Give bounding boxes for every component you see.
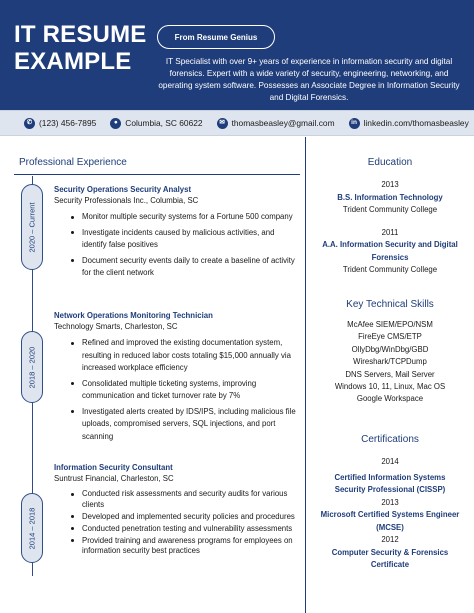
education-1-degree: B.S. Information Technology <box>337 192 443 202</box>
job-2-bullet: Refined and improved the existing documentation system, resulting in reduced labor costs totaling $15,000 annually via increased workplace efficiency <box>54 337 300 375</box>
contact-linkedin[interactable] <box>349 118 469 129</box>
certification-2-year: 2013 <box>381 497 399 507</box>
job-2-dates: 2018 – 2020 <box>27 346 37 388</box>
contact-bar <box>0 110 474 136</box>
education-1-school: Trident Community College <box>342 205 438 214</box>
skill-item: DNS Servers, Mail Server <box>345 369 435 379</box>
certification-1-name: Certified Information Systems Security Professional (CISSP) <box>334 472 446 494</box>
job-3-title: Information Security Consultant <box>54 463 173 472</box>
phone-icon: ✆ <box>24 118 35 129</box>
contact-email[interactable] <box>217 118 335 129</box>
job-entry-3 <box>54 462 300 558</box>
job-3-company: Suntrust Financial, Charleston, SC <box>54 474 174 483</box>
resume-title <box>14 21 154 75</box>
job-1-bullet: Investigate incidents caused by malicious activities, and identify false positives <box>54 227 300 252</box>
contact-phone[interactable] <box>24 118 96 129</box>
job-3-bullet: Provided training and awareness programs for employees on information security best practices <box>54 536 300 557</box>
skill-item: FireEye CMS/ETP <box>358 332 422 342</box>
skill-item: OllyDbg/WinDbg/GBD <box>351 344 429 354</box>
skill-item: McAfee SIEM/EPO/NSM <box>347 320 433 329</box>
education-section-title: Education <box>367 157 413 168</box>
job-1-bullet: Document security events daily to create a baseline of activity for the client network <box>54 255 300 280</box>
source-button[interactable]: From Resume Genius <box>157 25 275 49</box>
certifications-section <box>306 434 474 572</box>
skill-item: Wireshark/TCPDump <box>353 357 427 367</box>
job-1-title: Security Operations Security Analyst <box>54 185 192 194</box>
job-1-bullets <box>54 211 300 280</box>
job-3-bullet: Developed and implemented security policies and procedures <box>54 512 300 523</box>
job-3-bullet: Conducted penetration testing and vulnerability assessments <box>54 524 300 535</box>
certification-3-year: 2012 <box>381 535 399 544</box>
certification-1-year: 2014 <box>381 457 399 466</box>
experience-section-title: Professional Experience <box>19 157 127 168</box>
education-2-degree: A.A. Information Security and Digital Forensics <box>322 240 458 262</box>
professional-summary: IT Specialist with over 9+ years of experience in information security and digital forensics. Expert with a wide variety of security, engineering, networking, and operating system software. Possesses an Associate Degree in Information Security and Digital Forensics. <box>158 57 460 102</box>
date-pill-job-3 <box>21 493 43 563</box>
job-3-bullets <box>54 489 300 557</box>
education-section <box>306 157 474 277</box>
job-3-dates: 2014 – 2018 <box>27 507 37 549</box>
linkedin-icon: in <box>349 118 360 129</box>
job-2-title: Network Operations Monitoring Technician <box>54 311 213 320</box>
title-line-2: EXAMPLE <box>14 48 132 75</box>
linkedin-text: linkedin.com/thomasbeasley <box>363 118 469 128</box>
email-text: thomasbeasley@gmail.com <box>231 118 335 128</box>
education-1-year: 2013 <box>381 180 399 189</box>
phone-text: (123) 456-7895 <box>39 118 97 128</box>
skill-item: Google Workspace <box>356 394 424 404</box>
skills-section-title: Key Technical Skills <box>346 299 434 310</box>
job-1-bullet: Monitor multiple security systems for a Fortune 500 company <box>54 211 300 224</box>
certification-3-name: Computer Security & Forensics Certificate <box>331 547 449 569</box>
job-2-bullets <box>54 337 300 443</box>
date-pill-job-2 <box>21 331 43 403</box>
experience-section-rule <box>14 174 300 175</box>
job-2-bullet: Investigated alerts created by IDS/IPS, including malicious file uploads, compromised servers, SQL injections, and port scanning <box>54 406 300 444</box>
job-entry-2 <box>54 310 300 446</box>
education-2-year: 2011 <box>381 227 399 237</box>
skill-item: Windows 10, 11, Linux, Mac OS <box>334 382 446 392</box>
job-entry-1 <box>54 184 300 283</box>
contact-location <box>110 118 202 129</box>
education-2-school: Trident Community College <box>342 265 438 274</box>
job-2-company: Technology Smarts, Charleston, SC <box>54 322 178 331</box>
email-icon: ✉ <box>217 118 228 129</box>
certification-2-name: Microsoft Certified Systems Engineer (MCSE) <box>320 510 460 532</box>
date-pill-job-1 <box>21 184 43 270</box>
resume-header <box>0 0 474 110</box>
title-line-1: IT RESUME <box>14 21 147 48</box>
location-pin-icon: ● <box>110 118 121 129</box>
job-3-bullet: Conducted risk assessments and security audits for various clients <box>54 489 300 510</box>
job-2-bullet: Consolidated multiple ticketing systems, improving communication and ticket turnover rate by 7% <box>54 378 300 403</box>
location-text: Columbia, SC 60622 <box>125 118 203 128</box>
certifications-section-title: Certifications <box>361 434 419 445</box>
job-1-company: Security Professionals Inc., Columbia, SC <box>54 196 199 205</box>
skills-section <box>306 299 474 406</box>
job-1-dates: 2020 – Current <box>27 201 37 253</box>
